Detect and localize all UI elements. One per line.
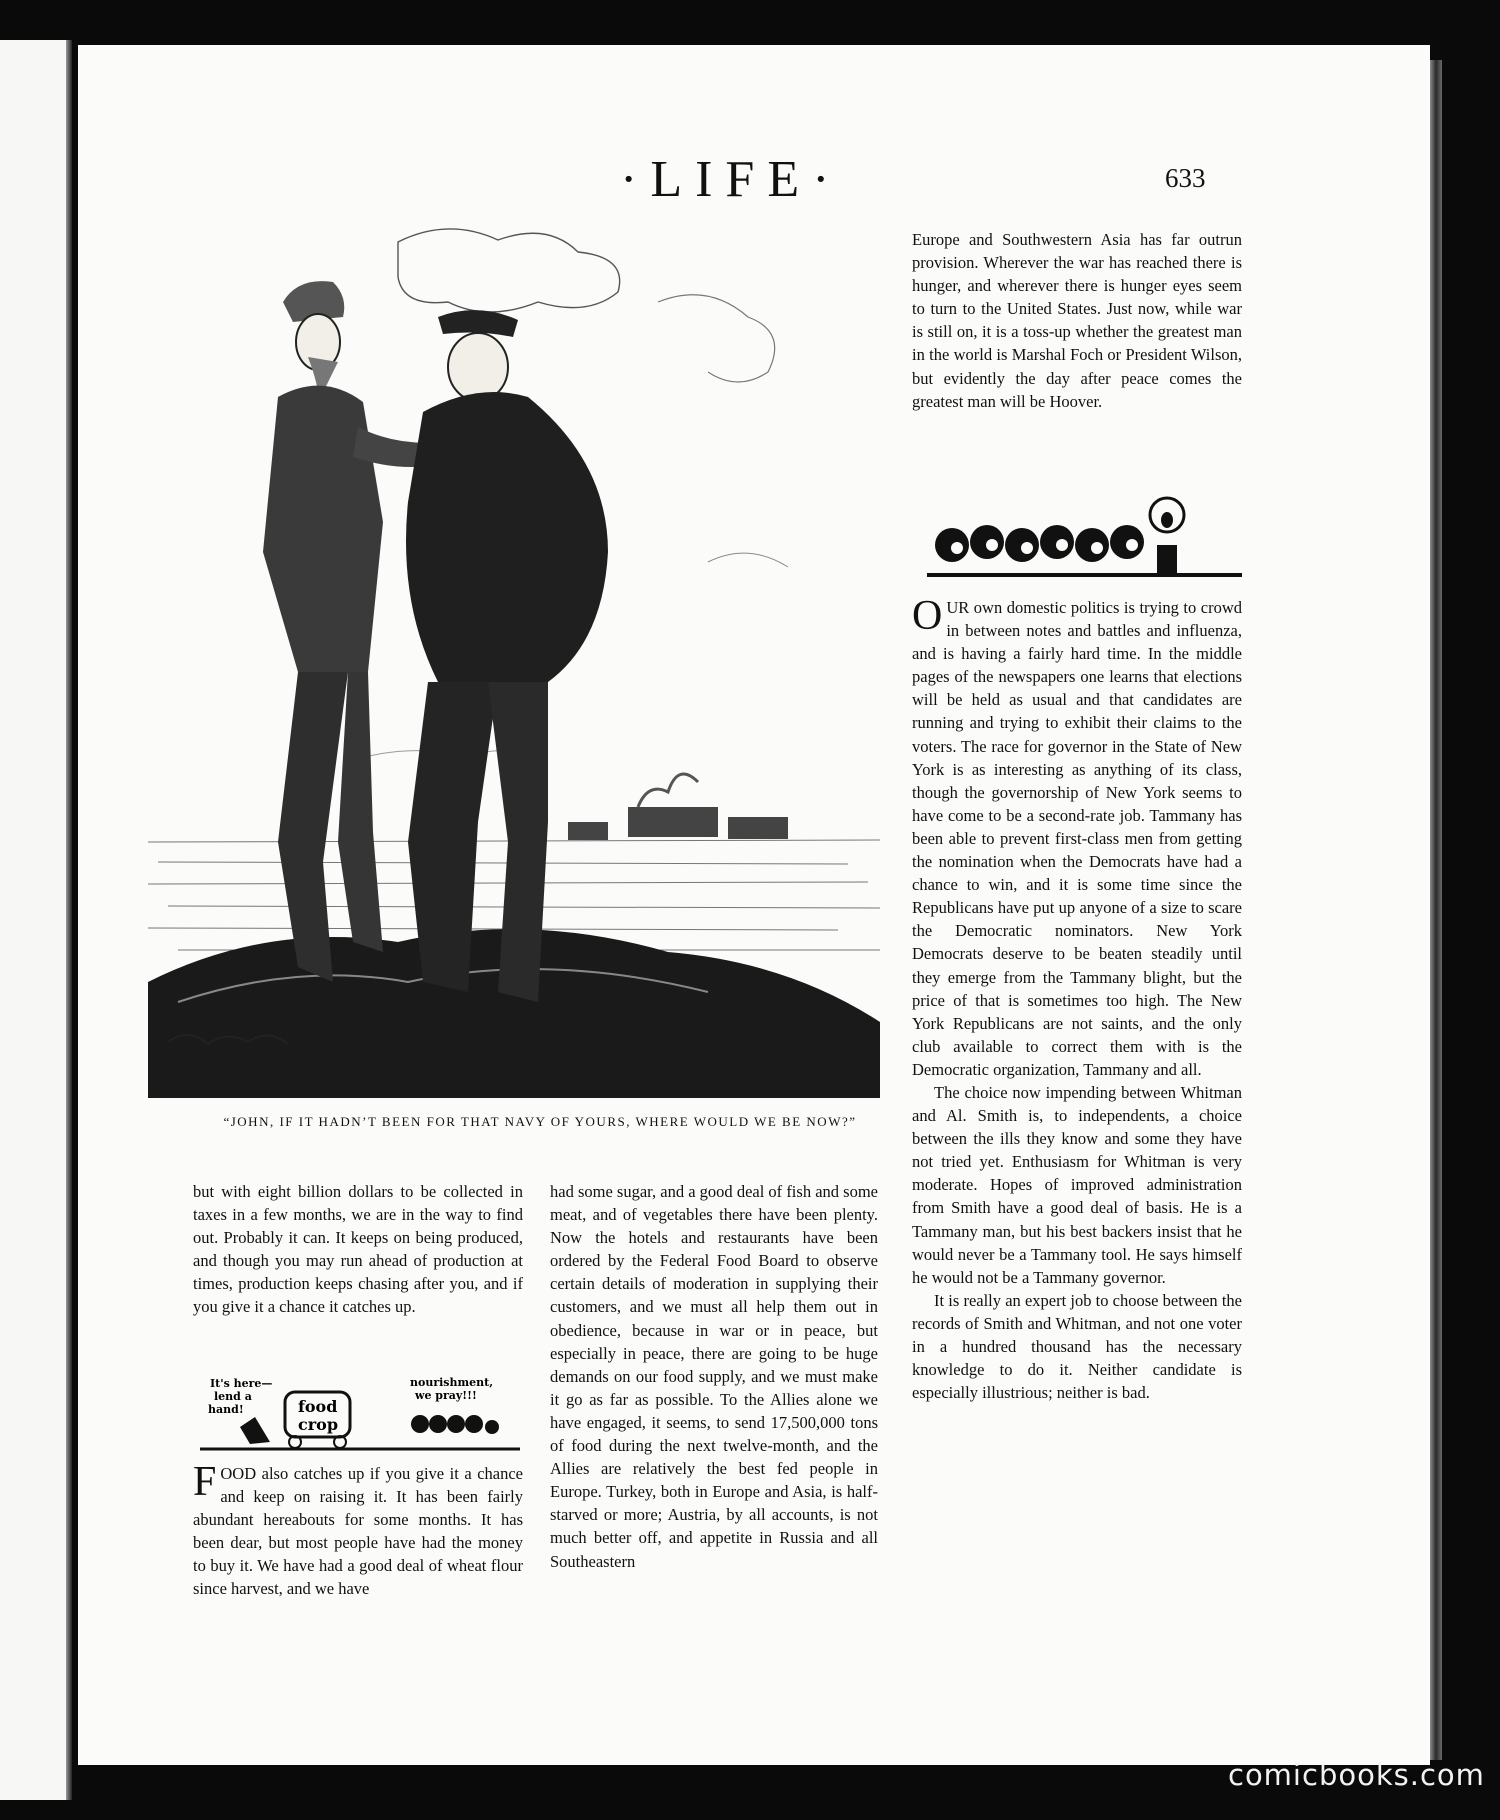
drop-cap: O	[912, 593, 943, 639]
food-left-text-2: lend a	[214, 1390, 252, 1403]
food-left-text-3: hand!	[208, 1403, 244, 1416]
watermark: comicbooks.com	[1228, 1758, 1485, 1792]
column-2	[550, 1180, 878, 1573]
column-1-top	[193, 1180, 523, 1319]
food-wagon-text-1: food	[298, 1397, 338, 1416]
column-1-food	[193, 1459, 523, 1601]
paragraph-politics-3: It is really an expert job to choose between the records of Smith and Whitman, and not one voter in a hundred thousand has the necessary knowledge to do it. Neither candidate is especially illustrious; neither is bad.	[912, 1290, 1242, 1403]
drop-cap: F	[193, 1459, 217, 1505]
food-crop-illustration	[200, 1372, 520, 1452]
paragraph-politics-1	[912, 593, 1242, 1081]
food-right-text-2: we pray!!!	[415, 1389, 477, 1402]
cartoon-caption: “JOHN, IF IT HADN’T BEEN FOR THAT NAVY OF YOURS, WHERE WOULD WE BE NOW?”	[223, 1114, 857, 1129]
column-3-politics	[912, 593, 1242, 1404]
paragraph: had some sugar, and a good deal of fish and some meat, and of vegetables there have been plenty. Now the hotels and restaurants have been ordered by the Federal Food Board to observe certain details of moderation in supplying their customers, and we must all help them out in obedience, because in war or in peace, but especially in peace, there are going to be huge demands on our food supply, and we must make it go as far as possible. To the Allies alone we have engaged, it seems, to send 17,500,000 tons of food during the next twelve-month, and the Allies are relatively the best fed people in Europe. Turkey, both in Europe and Asia, is half-starved or more; Austria, by all accounts, is not much better off, and appetite in Russia and all Southeastern	[550, 1182, 878, 1571]
food-right-text-1: nourishment,	[410, 1376, 494, 1389]
paragraph-text: UR own domestic politics is trying to crowd in between notes and battles and influenza, and is having a fairly hard time. In the middle pages of the newspapers one learns that elections will be held as usual and that candidates are running and trying to exhibit their claims to the voters. The race for governor in the State of New York is as interesting as anything of its class, though the governorship of New York seems to have come to be a second-rate job. Tammany has been able to prevent first-class men from getting the nomination when the Democrats have had a chance to win, and it is some time since the Republicans have put up anyone of a size to scare the Democratic nominators. New York Democrats deserve to be beaten steadily until they emerge from the Tammany blight, but the price of that is sometimes too high. The New York Republicans are not saints, and the only club available to correct them with is the Democratic organization, Tammany and all.	[912, 598, 1242, 1079]
page-stack-edge	[1430, 60, 1442, 1760]
cartoon-illustration	[148, 222, 880, 1098]
paragraph-politics-2: The choice now impending between Whitman and Al. Smith is, to independents, a choice between the ills they know and some they have not tried yet. Enthusiasm for Whitman is very moderate. Hopes of improved administration from Smith have a good deal of basis. He is a Tammany man, but his best backers insist that he would never be a Tammany tool. He says himself he would not be a Tammany governor.	[912, 1082, 1242, 1287]
paragraph: but with eight billion dollars to be collected in taxes in a few months, we are in the way to find out. Probably it can. It keeps on being produced, and though you may run ahead of production at times, production keeps chasing after you, and if you give it a chance it catches up.	[193, 1182, 523, 1317]
paragraph-food	[193, 1459, 523, 1601]
paragraph: Europe and Southwestern Asia has far outrun provision. Wherever the war has reached there is hunger, and wherever there is hunger eyes seem to turn to the United States. Just now, while war is still on, it is a toss-up whether the greatest man in the world is Marshal Foch or President Wilson, but evidently the day after peace comes the greatest man will be Hoover.	[912, 230, 1242, 411]
singing-children-illustration	[922, 490, 1242, 586]
paragraph-text: OOD also catches up if you give it a chance and keep on raising it. It has been fairly abundant hereabouts for some months. It has been dear, but most people have had the money to buy it. We have had a good deal of wheat flour since harvest, and we have	[193, 1464, 523, 1599]
column-3-top	[912, 228, 1242, 413]
food-wagon-text-2: crop	[298, 1415, 339, 1434]
page-number: 633	[1165, 163, 1206, 193]
left-page-edge	[0, 40, 72, 1800]
masthead: ·LIFE·	[620, 151, 843, 208]
food-left-text-1: It's here—	[210, 1377, 273, 1390]
